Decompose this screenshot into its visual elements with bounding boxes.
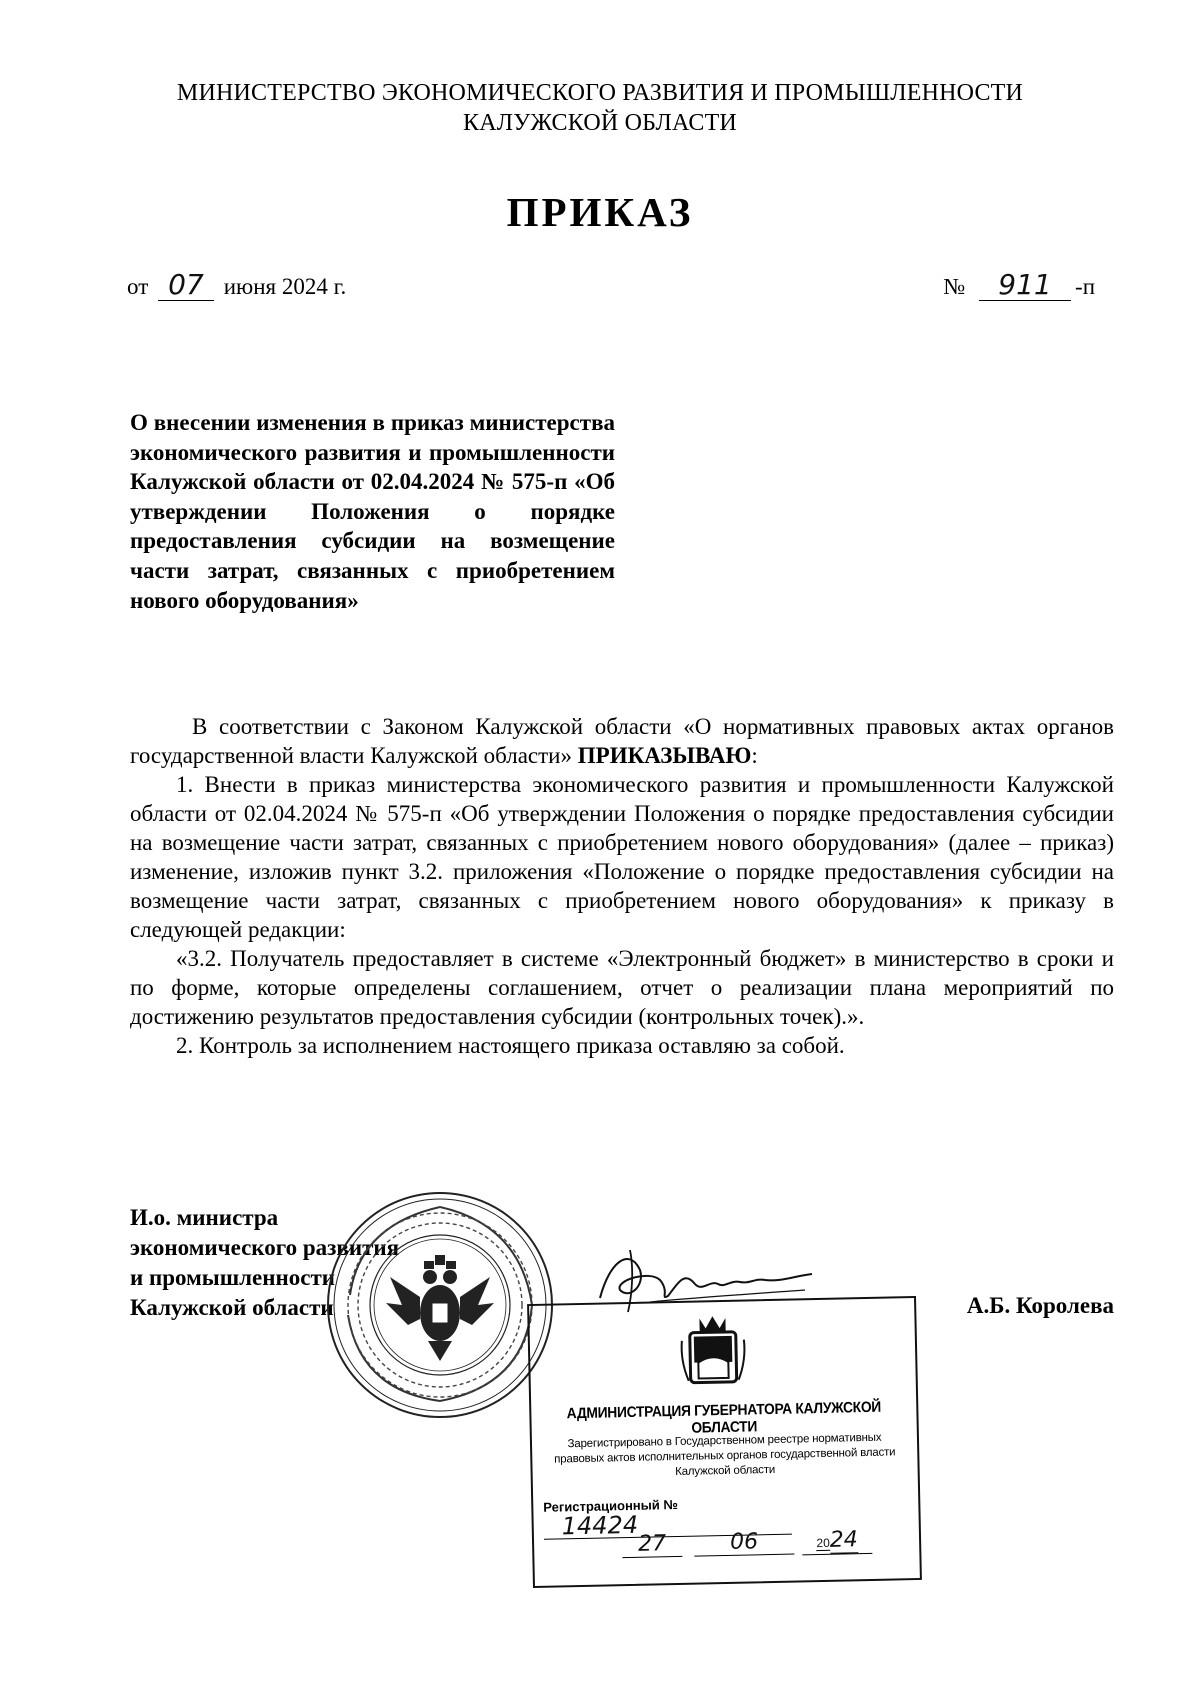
official-seal-icon [320,1185,560,1425]
stamp-date-year-prefix: 20 [816,1535,830,1551]
stamp-date-month: 06 [694,1529,795,1557]
stamp-text: Зарегистрировано в Государственном реестре нормативных правовых актов исполнительных органов государственной власти Калужской области [554,1431,896,1479]
stamp-date-year-handwritten: 24 [829,1527,859,1553]
stamp-date-year [802,1527,873,1555]
stamp-title: АДМИНИСТРАЦИЯ ГУБЕРНАТОРА КАЛУЖСКОЙ ОБЛАСТИ [566,1398,882,1437]
order-date [127,270,346,301]
preamble-orders-word: ПРИКАЗЫВАЮ [577,743,752,768]
signer-line-4: Калужской области [130,1295,334,1320]
ministry-line-1: МИНИСТЕРСТВО ЭКОНОМИЧЕСКОГО РАЗВИТИЯ И ПРОМЫШЛЕННОСТИ [176,80,1024,106]
date-day-handwritten: 07 [158,270,214,301]
number-suffix: -п [1075,274,1095,299]
signer-line-2: экономического развития [130,1235,400,1260]
signer-line-1: И.о. министра [130,1205,279,1230]
stamp-number-label: Регистрационный № [543,1496,679,1515]
preamble-text: В соответствии с Законом Калужской области «О нормативных правовых актах органов государственной власти Калужской области» [130,714,1114,768]
order-number [943,270,1095,301]
registration-stamp [527,1296,922,1588]
date-prefix: от [127,274,149,299]
item-2-paragraph: 2. Контроль за исполнением настоящего приказа оставляю за собой. [176,1033,845,1058]
date-rest: июня 2024 г. [223,274,347,299]
item-1-paragraph: 1. Внести в приказ министерства экономического развития и промышленности Калужской области от 02.04.2024 № 575-п «Об утверждении Положения о порядке предоставления субсидии на возмещение части затрат, связанных с приобретением нового оборудования» (далее – приказ) изменение, изложив пункт 3.2. приложения «Положение о порядке предоставления субсидии на возмещение части затрат, связанных с приобретением нового оборудования» к приказу в следующей редакции: [130,772,1114,942]
document-type-title: ПРИКАЗ [506,189,694,235]
preamble-paragraph [130,712,1114,770]
signer-line-3: и промышленности [130,1265,336,1290]
number-handwritten: 911 [979,270,1071,301]
ministry-header [0,78,1200,138]
coat-of-arms-icon [677,1309,749,1390]
stamp-date-day: 27 [622,1531,683,1558]
number-prefix: № [943,274,966,299]
order-body [130,712,1114,1060]
signer-name: А.Б. Королева [966,1293,1114,1318]
order-subject: О внесении изменения в приказ министерства экономического развития и промышленности Калужской области от 02.04.2024 № 575-п «Об утверждении Положения о порядке предоставления субсидии на возмещение части затрат, связанных с приобретением нового оборудования» [130,410,615,613]
stamp-number-handwritten: 14424 [543,1510,791,1540]
stamp-date-row [622,1527,873,1559]
preamble-colon: : [751,743,758,768]
ministry-line-2: КАЛУЖСКОЙ ОБЛАСТИ [463,110,737,136]
item-3-2-paragraph: «3.2. Получатель предоставляет в системе «Электронный бюджет» в министерство в сроки и по форме, которые определены соглашением, отчет о реализации плана мероприятий по достижению результатов предоставления субсидии (контрольных точек).». [130,946,1114,1029]
